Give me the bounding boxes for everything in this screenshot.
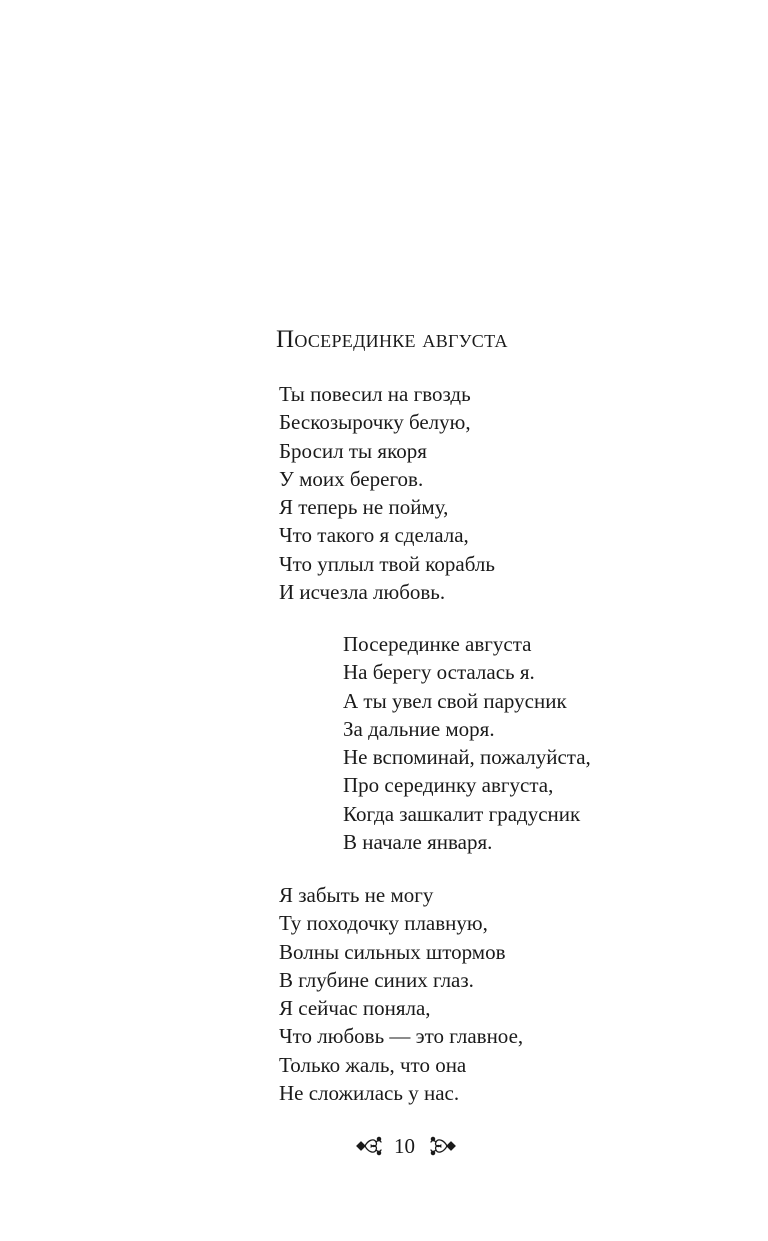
poem-line: В глубине синих глаз. xyxy=(279,967,474,992)
poem-title: Посерединке августа xyxy=(276,326,508,353)
poem-line: Я забыть не могу xyxy=(279,883,434,907)
flourish-ornament-icon xyxy=(354,1134,384,1158)
poem-line: Не вспоминай, пожалуйста, xyxy=(343,745,591,770)
poem-line: Когда зашкалит градусник xyxy=(343,801,581,826)
poem-line: У моих берегов. xyxy=(279,466,424,491)
poem-line: Я сейчас поняла, xyxy=(279,996,431,1021)
poem-line: Я теперь не пойму, xyxy=(279,495,449,520)
poem-line: Бескозырочку белую, xyxy=(279,410,471,435)
poem-line: Ты повесил на гвоздь xyxy=(279,382,471,406)
poem-line: Что такого я сделала, xyxy=(279,523,469,548)
flourish-ornament-icon xyxy=(428,1134,458,1158)
poem-line: В начале января. xyxy=(343,830,493,855)
poem-line: Что уплыл твой корабль xyxy=(279,551,495,576)
poem-line: А ты увел свой парусник xyxy=(343,688,567,713)
poem-line: Что любовь — это главное, xyxy=(279,1024,524,1049)
poem-line: Про серединку августа, xyxy=(343,773,554,798)
stanza-chorus xyxy=(343,630,591,856)
poem-line: На берегу осталась я. xyxy=(343,660,535,685)
page-footer xyxy=(0,1131,768,1161)
stanza-verse-1 xyxy=(279,380,495,606)
poem-line: Только жаль, что она xyxy=(279,1052,467,1077)
poem-line: Бросил ты якоря xyxy=(279,438,427,463)
poem-line: Посерединке августа xyxy=(343,632,532,656)
page-number: 10 xyxy=(394,1134,415,1158)
poem-line: Волны сильных штормов xyxy=(279,939,506,964)
poem-line: Ту походочку плавную, xyxy=(279,911,488,936)
poem-line: И исчезла любовь. xyxy=(279,580,446,605)
stanza-verse-2 xyxy=(279,881,523,1107)
poem-line: Не сложилась у нас. xyxy=(279,1081,460,1106)
poem-line: За дальние моря. xyxy=(343,716,495,741)
